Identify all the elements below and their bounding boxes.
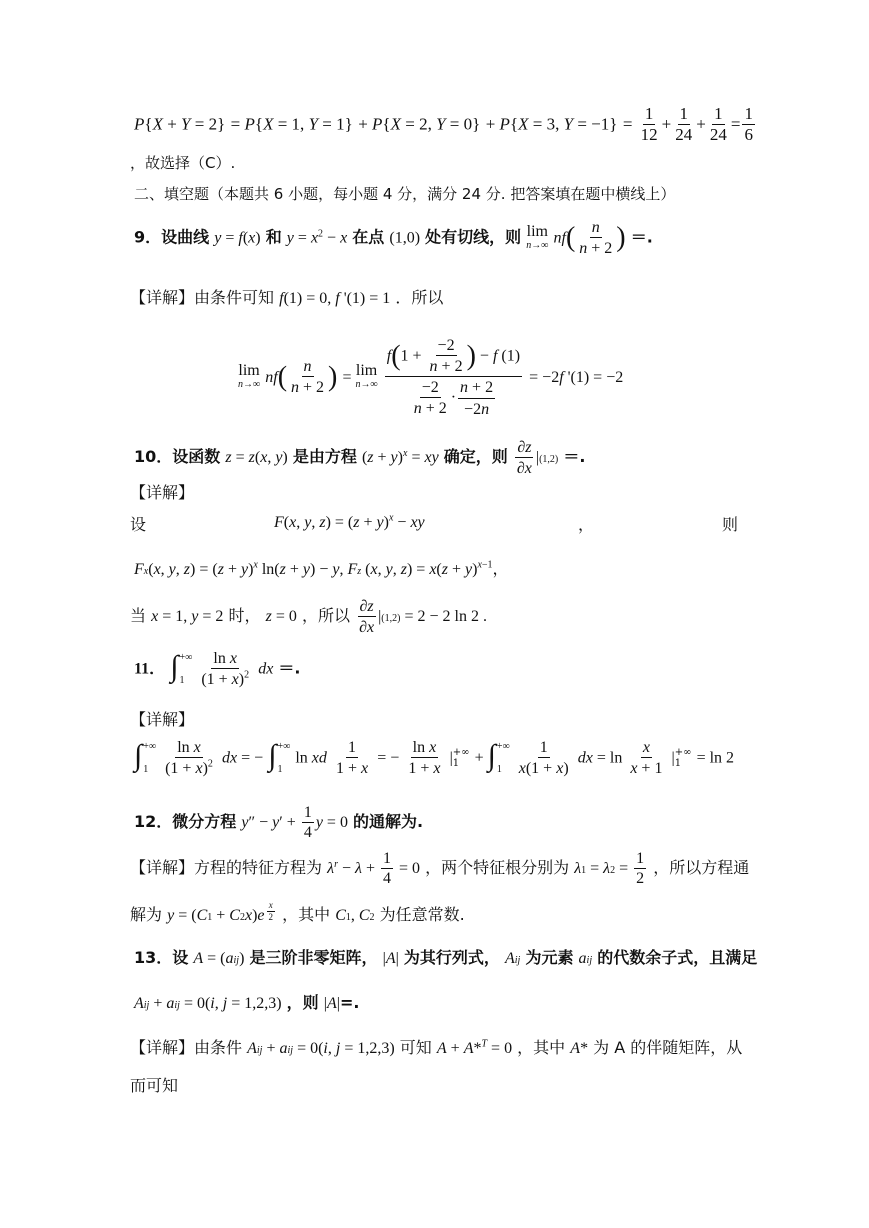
answer-choice-text: ，故选择（C）.: [130, 154, 236, 172]
equation-prob-sum: P{X + Y = 2} = P{X = 1, Y = 1} + P{X = 2, Y = 0} + P{X = 3, Y = −1} = $\frac{1}{12}$ + $\frac{1}{24}$ + $\frac{1}{24}$ = $\frac{1}{6}$: [134, 104, 753, 145]
question-10: 10．设函数 z = z(x, y) 是由方程 $(z + y)^x$ = xy 确定，则 $\frac{\partial z}{\partial x}$ |(1,2) ＝.: [134, 439, 586, 478]
question-13-line2: Aij + aij = 0(i, j = 1,2,3) ，则 |A|=.: [134, 993, 360, 1012]
q10-result: 当 x = 1, y = 2 时， z = 0 ，所以 $\frac{\partial z}{\partial x}$ |(1,2) = 2 − 2 ln 2 .: [130, 598, 487, 637]
q10-detail-label: 【详解】: [130, 483, 195, 502]
question-11: 11． ∫ +∞ 1 $\frac{\text{ln x}}{(1 + x)^2}$ dx ＝.: [134, 650, 301, 689]
q10-define-F: 设 F(x, y, $z) = (z + y)^x$ − xy ， 则: [130, 512, 739, 534]
question-12: 12．微分方程 y″ − y′ + $\frac{1}{4}$ y = 0 的通解为.: [134, 804, 424, 842]
q10-partials: Fx(x, y, $z) = (z + y)^x$ ln(z + y) − y, Fz (x, y, $z) = x(z + y)^{x-1}$，: [134, 559, 509, 578]
q11-integral-derivation: ∫ +∞ 1 $\frac{\text{ln x}}{(1 + x)^2}$ dx = − ∫ +∞ 1 ln xd $\frac{1}{1 + x}$ = − $\frac{\text{ln x}}{1 + x}$ | +∞ 1 + ∫ +∞ 1 $\frac{1}{x(1 + x)}$ dx = ln $\frac{x}{x + 1}$ | +∞ 1 = ln 2: [134, 739, 735, 778]
q12-detail-line2: 解为 y = (C1 + C2x)e $^{\frac{x}{2}}$ ，其中 C1, C2 为任意常数.: [130, 900, 465, 925]
q13-detail-line2: 而可知: [130, 1076, 179, 1095]
question-13-line1: 13．设 A = (aij) 是三阶非零矩阵， |A| 为其行列式， Aij 为元素 aij 的代数余子式，且满足: [134, 948, 758, 967]
section-heading: 二、填空题（本题共 6 小题，每小题 4 分，满分 24 分. 把答案填在题中横线上）: [134, 185, 676, 203]
q9-limit-derivation: lim n→∞ nf( $\frac{n}{n + 2}$ ) = lim n→∞ f(1 + $\frac{-2}{n + 2}$ ) − f (1) $\frac{-2}{n + 2}$ · $\frac{n + 2}{-2n}$ = −2f '(1) = −2: [238, 337, 624, 418]
q11-detail-label: 【详解】: [130, 710, 195, 729]
question-9: 9．设曲线 y = f(x) 和 $y = x^2 - x$ 在点 (1,0) 处有切线，则 lim n→∞ nf( $\frac{n}{n + 2}$ ) ＝.: [134, 219, 653, 258]
q12-detail-line1: 【详解】方程的特征方程为 $\lambda^r - \lambda$ + $\frac{1}{4}$ = 0 ，两个特征根分别为 λ1 = λ2 = $\frac{1}{2}$ ，所以方程通: [130, 850, 750, 888]
q9-detail-intro: 【详解】由条件可知 f(1) = 0, f '(1) = 1 ．所以: [130, 288, 444, 307]
q13-detail-line1: 【详解】由条件 Aij + aij = 0(i, j = 1,2,3) 可知 A + A*$^T$ = 0 ，其中 A* 为 A 的伴随矩阵，从: [130, 1038, 743, 1057]
